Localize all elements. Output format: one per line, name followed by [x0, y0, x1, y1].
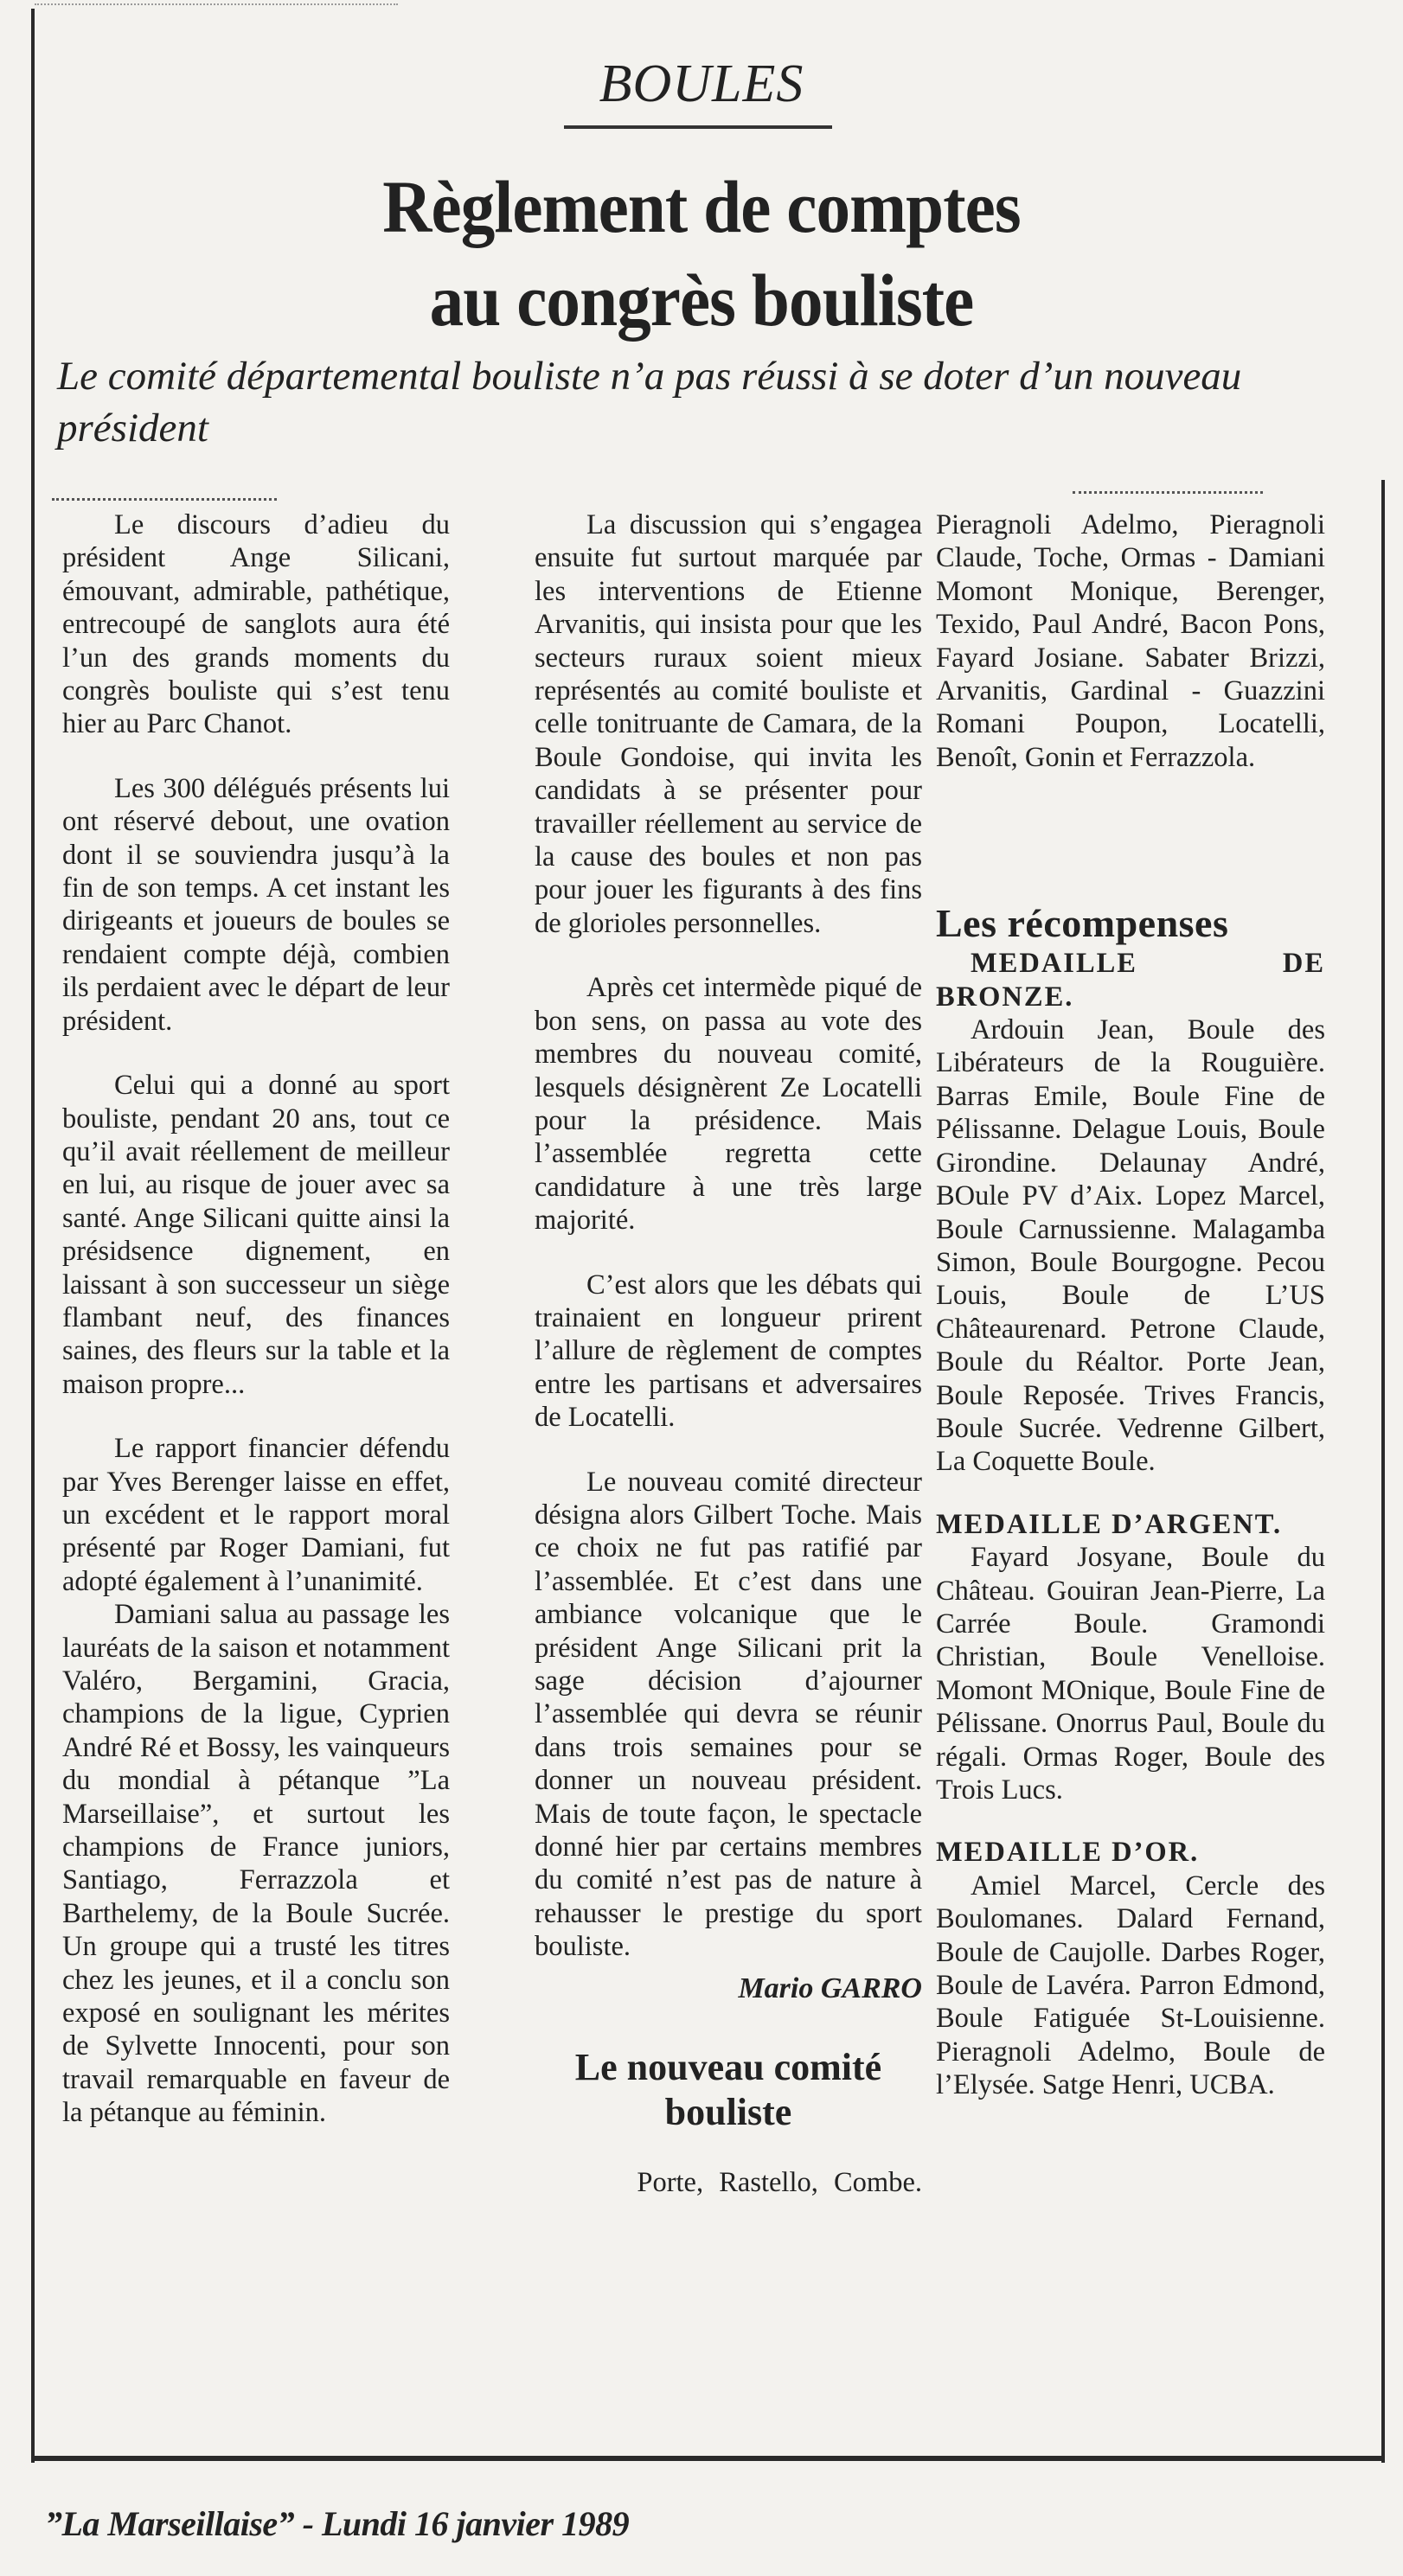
paragraph: Damiani salua au passage les lauréats de la saison et notamment Valéro, Bergamini, Gracia, champions de la ligue, Cyprien André Ré et Bossy, les vainqueurs du mondial à pétanque ”La Marseillaise”, et surtout les champions de France juniors, Santiago, Ferrazzola et Barthelemy, de la Boule Sucrée. Un groupe qui a trusté les titres chez les jeunes, et il a conclu son exposé en soulignant les mérites de Sylvette Innocenti, pour son travail remarquable en faveur de la pétanque au féminin. — [62, 1599, 450, 2129]
section-label: BOULES — [599, 54, 804, 113]
medal-block-silver — [936, 1508, 1325, 1807]
headline-line-2: au congrès bouliste — [429, 259, 974, 342]
paragraph: La discussion qui s’engagea ensuite fut surtout marquée par les interventions de Etienne Arvanitis, qui insista pour que les secteurs ruraux soient mieux représentés au comité bouliste et celle tonitruante de Camara, de la Boule Gondoise, qui invita les candidats à se présenter pour travailler réellement au service de la cause des boules et non pas pour jouer les figurants à des fins de glorioles personnelles. — [535, 509, 922, 939]
source-caption: ”La Marseillaise” - Lundi 16 janvier 1989 — [45, 2504, 630, 2543]
paragraph: C’est alors que les débats qui trainaient en longueur prirent l’allure de règlement de comptes entre les partisans et adversaires de Locatelli. — [535, 1269, 922, 1434]
paragraph: Celui qui a donné au sport bouliste, pendant 20 ans, tout ce qu’il avait réellement de meilleur en lui, au risque de jouer avec sa santé. Ange Silicani quitte ainsi la présidsence dignement, en laissant à son successeur un siège flambant neuf, des finances saines, des fleurs sur la table et la maison propre... — [62, 1070, 450, 1400]
paragraph: Le rapport financier défendu par Yves Berenger laisse en effet, un excédent et le rapport moral présenté par Roger Damiani, fut adopté également à l’unanimité. — [62, 1433, 450, 1597]
awards-heading: Les récompenses — [936, 901, 1229, 946]
headline — [56, 160, 1347, 347]
medal-recipients: Ardouin Jean, Boule des Libérateurs de la Rouguière. Barras Emile, Boule Fine de Pélissanne. Delague Louis, Boule Girondine. Delaunay André, BOule PV d’Aix. Lopez Marcel, Boule Carnussienne. Malagamba Simon, Boule Bourgogne. Pecou Louis, Boule de L’US Châteaurenard. Petrone Claude, Boule du Réaltor. Porte Jean, Boule Reposée. Trives Francis, Boule Sucrée. Vedrenne Gilbert, La Coquette Boule. — [936, 1014, 1325, 1478]
medal-block-gold — [936, 1836, 1325, 2101]
paragraph: Les 300 délégués présents lui ont réservé debout, une ovation dont il se souviendra jusqu’à la fin de son temps. A cet instant les dirigeants et joueurs de boules se rendaient compte déjà, combien ils perdaient avec le départ de leur président. — [62, 772, 450, 1037]
paragraph: Le discours d’adieu du président Ange Silicani, émouvant, admirable, pathétique, entrecoupé de sanglots aura été l’un des grands moments du congrès bouliste qui s’est tenu hier au Parc Chanot. — [62, 509, 450, 740]
byline: Mario GARRO — [738, 1972, 922, 2004]
medal-title: MEDAILLE D’ARGENT. — [936, 1508, 1283, 1540]
medal-recipients: Amiel Marcel, Cercle des Boulomanes. Dalard Fernand, Boule de Caujolle. Darbes Roger, Boule de Lavéra. Parron Edmond, Boule Fatiguée St-Louisienne. Pieragnoli Adelmo, Boule de l’Elysée. Satge Henri, UCBA. — [936, 1870, 1325, 2101]
medal-recipients: Fayard Josyane, Boule du Château. Gouiran Jean-Pierre, La Carrée Boule. Gramondi Christian, Boule Venelloise. Momont MOnique, Boule Fine de Pélissane. Onorrus Paul, Boule du régali. Ormas Roger, Boule des Trois Lucs. — [936, 1542, 1325, 1806]
standfirst: Le comité départemental bouliste n’a pas réussi à se doter d’un nouveau président — [57, 354, 1242, 451]
section-label-underline — [564, 125, 832, 129]
medal-title: MEDAILLE DE BRONZE. — [936, 948, 1325, 1013]
article-column-2 — [535, 508, 922, 2199]
headline-line-1: Règlement de comptes — [382, 165, 1021, 248]
medal-block-bronze — [936, 947, 1325, 1479]
article-column-3 — [936, 508, 1325, 2102]
medal-title: MEDAILLE D’OR. — [936, 1837, 1200, 1869]
frame-bottom-rule — [33, 2456, 1385, 2461]
article-column-1 — [62, 508, 450, 2130]
committee-members-start: Porte, Rastello, Combe. — [637, 2167, 922, 2199]
committee-members-continued: Pieragnoli Adelmo, Pieragnoli Claude, Toche, Ormas - Damiani Momont Monique, Berenger, Texido, Paul André, Bacon Pons, Fayard Josiane. Sabater Brizzi, Arvanitis, Gardinal - Guazzini Romani Poupon, Locatelli, Benoît, Gonin et Ferrazzola. — [936, 509, 1325, 773]
committee-heading: Le nouveau comité bouliste — [574, 2046, 882, 2134]
dotted-divider-right — [1073, 491, 1263, 494]
paragraph: Après cet intermède piqué de bon sens, on passa au vote des membres du nouveau comité, lesquels désignèrent Ze Locatelli pour la présidence. Mais l’assemblée regretta cette candidature à une très large majorité. — [535, 972, 922, 1237]
frame-left-border — [31, 9, 35, 2463]
paragraph: Le nouveau comité directeur désigna alors Gilbert Toche. Mais ce choix ne fut pas ratifié par l’assemblée. Et c’est dans une ambiance volcanique que le président Ange Silicani prit la sage décision d’ajourner l’assemblée qui devra se réunir dans trois semaines pour se donner un nouveau président. Mais de toute façon, le spectacle donné hier par certains membres du comité n’est pas de nature à rehausser le prestige du sport bouliste. — [535, 1466, 922, 1963]
frame-right-border — [1381, 480, 1385, 2463]
scan-artifact — [35, 3, 398, 7]
dotted-divider-left — [52, 498, 277, 501]
